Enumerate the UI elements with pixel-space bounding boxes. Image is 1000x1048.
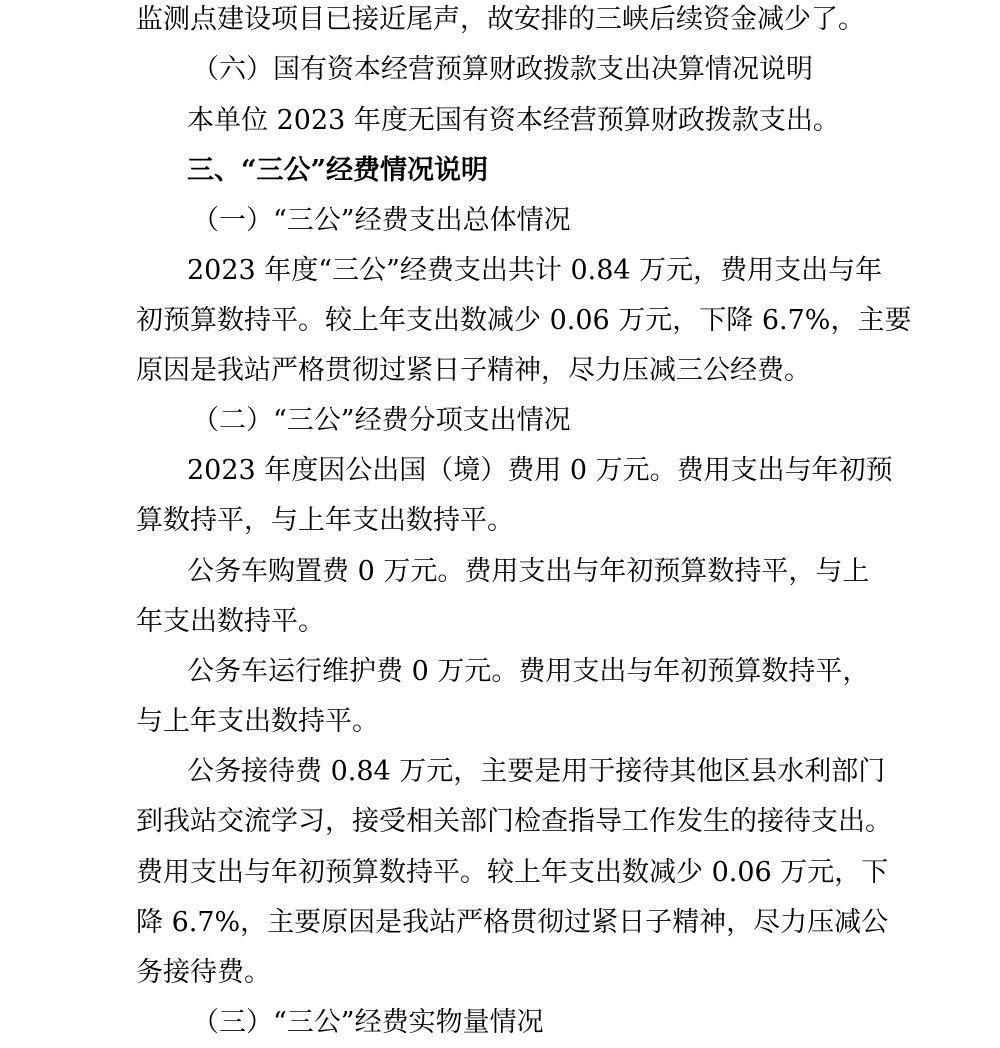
paragraph-line: 降 6.7%，主要原因是我站严格贯彻过紧日子精神，尽力压减公 [136, 907, 889, 938]
paragraph-line: 本单位 2023 年度无国有资本经营预算财政拨款支出。 [187, 105, 840, 136]
paragraph-line: 2023 年度因公出国（境）费用 0 万元。费用支出与年初预 [187, 455, 893, 486]
chapter-heading: 三、“三公”经费情况说明 [187, 155, 489, 186]
paragraph-line: 2023 年度“三公”经费支出共计 0.84 万元，费用支出与年 [187, 255, 883, 286]
paragraph-line: 年支出数持平。 [136, 606, 325, 637]
paragraph-line: 务接待费。 [136, 957, 271, 988]
paragraph-line: 公务接待费 0.84 万元，主要是用于接待其他区县水利部门 [187, 756, 886, 787]
paragraph-line: 与上年支出数持平。 [136, 706, 379, 737]
section-heading: （六）国有资本经营预算财政拨款支出决算情况说明 [192, 54, 813, 85]
paragraph-line: 到我站交流学习，接受相关部门检查指导工作发生的接待支出。 [136, 806, 892, 837]
section-heading: （一）“三公”经费支出总体情况 [192, 205, 571, 236]
paragraph-line: 费用支出与年初预算数持平。较上年支出数减少 0.06 万元，下 [136, 857, 889, 888]
paragraph-line: 公务车运行维护费 0 万元。费用支出与年初预算数持平， [187, 656, 870, 687]
paragraph-line: 监测点建设项目已接近尾声，故安排的三峡后续资金减少了。 [136, 4, 865, 35]
section-heading: （二）“三公”经费分项支出情况 [192, 405, 571, 436]
paragraph-line: 公务车购置费 0 万元。费用支出与年初预算数持平，与上 [187, 556, 870, 587]
paragraph-line: 初预算数持平。较上年支出数减少 0.06 万元，下降 6.7%，主要 [136, 305, 912, 336]
paragraph-line: 算数持平，与上年支出数持平。 [136, 505, 514, 536]
paragraph-line: 原因是我站严格贯彻过紧日子精神，尽力压减三公经费。 [136, 355, 811, 386]
section-heading: （三）“三公”经费实物量情况 [192, 1007, 544, 1038]
